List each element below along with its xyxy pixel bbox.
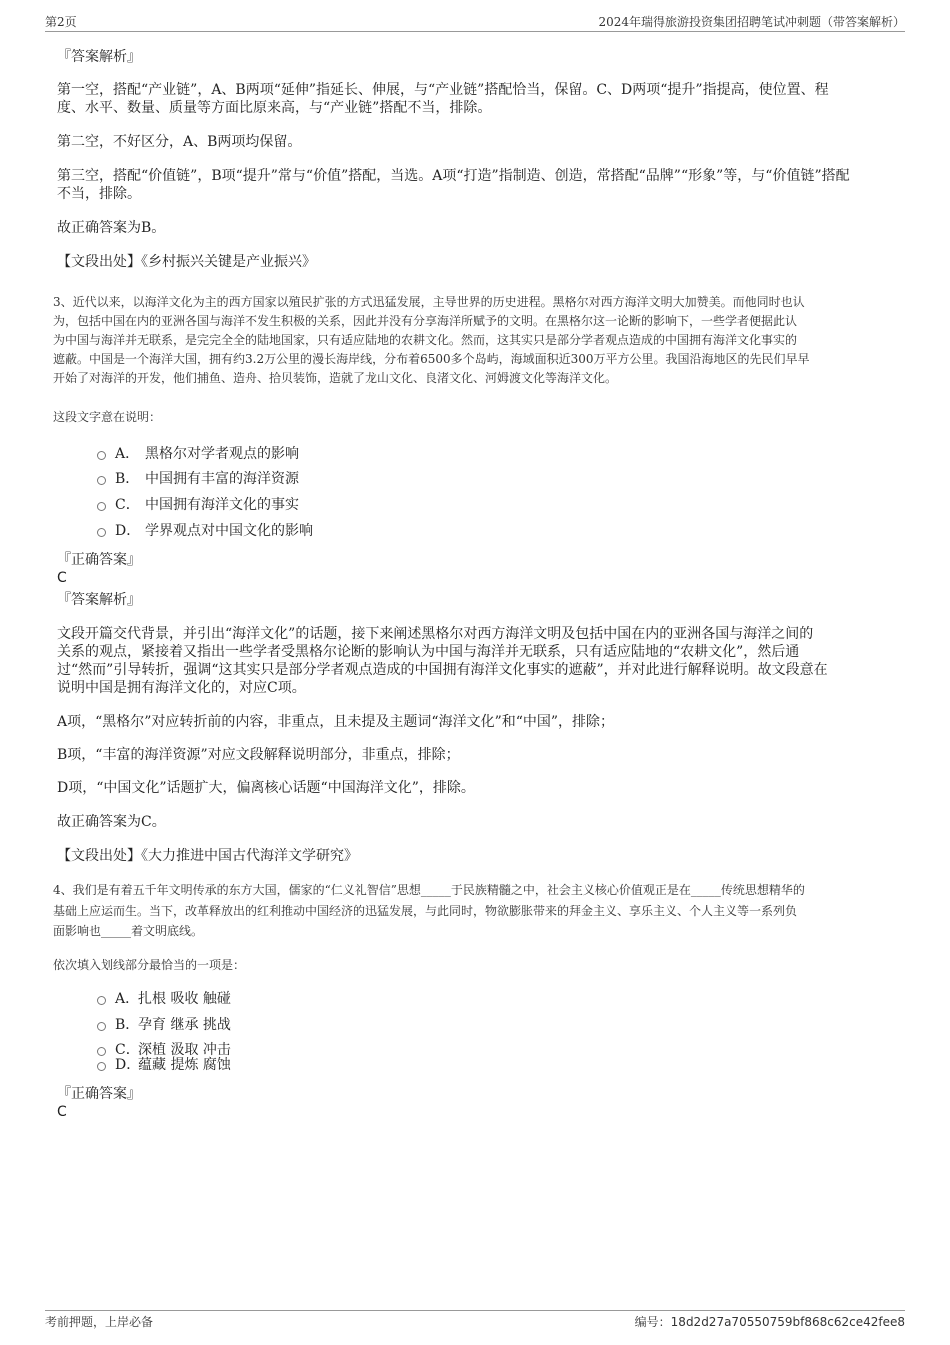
analysis-paragraph: 第三空，搭配“价值链”，B项“提升”常与“价值”搭配，当选。A项“打造”指制造、创造，常搭配“品牌”“形象”等，与“价值链”搭配 (57, 168, 850, 184)
option-text: 中国拥有丰富的海洋资源 (145, 471, 299, 487)
analysis-label: 『答案解析』 (57, 49, 141, 65)
analysis-paragraph: 过“然而”引导转折，强调“这其实只是部分学者观点造成的中国拥有海洋文化事实的遮蔽”，并对此进行解释说明。故文段意在 (57, 662, 828, 678)
analysis-paragraph: 不当，排除。 (57, 186, 141, 202)
option-letter: A． (115, 446, 140, 462)
footer-divider (45, 1310, 905, 1311)
option-letter: D． (115, 1057, 141, 1073)
analysis-paragraph: A项，“黑格尔”对应转折前的内容，非重点，且未提及主题词“海洋文化”和“中国”，排除； (57, 714, 615, 730)
option-text: 深植 汲取 冲击 (138, 1042, 231, 1058)
analysis-paragraph: D项，“中国文化”话题扩大，偏离核心话题“中国海洋文化”，排除。 (57, 780, 475, 796)
analysis-paragraph: 第二空，不好区分，A、B两项均保留。 (57, 134, 302, 150)
correct-answer-label: 『正确答案』 (57, 1086, 141, 1102)
option-text: 孕育 继承 挑战 (138, 1017, 231, 1033)
radio-icon[interactable] (97, 1022, 106, 1031)
page-number: 第2页 (45, 15, 77, 29)
analysis-paragraph: B项，“丰富的海洋资源”对应文段解释说明部分，非重点，排除； (57, 747, 460, 763)
header-divider (45, 31, 905, 32)
option-text: 中国拥有海洋文化的事实 (145, 497, 299, 513)
question-stem: 4、我们是有着五千年文明传承的东方大国，儒家的“仁义礼智信”思想_____于民族精髓之中，社会主义核心价值观正是在_____传统思想精华的 (53, 883, 805, 897)
option-letter: A． (115, 991, 140, 1007)
correct-answer: C (57, 1104, 67, 1120)
question-prompt: 依次填入划线部分最恰当的一项是： (53, 958, 246, 972)
radio-icon[interactable] (97, 1047, 106, 1056)
radio-icon[interactable] (97, 476, 106, 485)
code-value: 18d2d27a70550759bf868c62ce42fee8 (670, 1315, 905, 1329)
answer-conclusion: 故正确答案为C。 (57, 814, 166, 830)
document-title: 2024年瑞得旅游投资集团招聘笔试冲刺题（带答案解析） (598, 15, 905, 29)
answer-conclusion: 故正确答案为B。 (57, 220, 166, 236)
analysis-paragraph: 度、水平、数量、质量等方面比原来高，与“产业链”搭配不当，排除。 (57, 100, 492, 116)
analysis-paragraph: 说明中国是拥有海洋文化的，对应C项。 (57, 680, 306, 696)
question-stem: 基础上应运而生。当下，改革释放出的红利推动中国经济的迅猛发展，与此同时，物欲膨胀带来的拜金主义、享乐主义、个人主义等一系列负 (53, 904, 798, 918)
analysis-paragraph: 第一空，搭配“产业链”，A、B两项“延伸”指延长、伸展，与“产业链”搭配恰当，保留。C、D两项“提升”指提高，使位置、程 (57, 82, 829, 98)
question-stem: 面影响也_____着文明底线。 (53, 924, 204, 938)
radio-icon[interactable] (97, 451, 106, 460)
radio-icon[interactable] (97, 502, 106, 511)
option-letter: B． (115, 471, 140, 487)
option-letter: D． (115, 523, 141, 539)
radio-icon[interactable] (97, 996, 106, 1005)
footer-slogan: 考前押题，上岸必备 (45, 1315, 154, 1329)
correct-answer-label: 『正确答案』 (57, 552, 141, 568)
question-stem: 为，包括中国在内的亚洲各国与海洋不发生积极的关系，因此并没有分享海洋所赋予的文明。在黑格尔这一论断的影响下，一些学者便据此认 (53, 314, 798, 328)
question-stem: 3、近代以来，以海洋文化为主的西方国家以殖民扩张的方式迅猛发展，主导世界的历史进程。黑格尔对西方海洋文明大加赞美。而他同时也认 (53, 295, 805, 309)
code-label: 编号： (634, 1315, 671, 1329)
question-stem: 遮蔽。中国是一个海洋大国，拥有约3.2万公里的漫长海岸线，分布着6500多个岛屿，海域面积近300万平方公里。我国沿海地区的先民们早早 (53, 352, 810, 366)
option-text: 黑格尔对学者观点的影响 (145, 446, 299, 462)
option-text: 学界观点对中国文化的影响 (145, 523, 313, 539)
question-stem: 开始了对海洋的开发，他们捕鱼、造舟、拾贝装饰，造就了龙山文化、良渚文化、河姆渡文化等海洋文化。 (53, 371, 618, 385)
correct-answer: C (57, 570, 67, 586)
option-letter: C． (115, 1042, 140, 1058)
option-text: 蕴藏 提炼 腐蚀 (138, 1057, 231, 1073)
analysis-paragraph: 关系的观点，紧接着又指出一些学者受黑格尔论断的影响认为中国与海洋并无联系，只有适应陆地的“农耕文化”，然后通 (57, 644, 800, 660)
option-letter: B． (115, 1017, 140, 1033)
radio-icon[interactable] (97, 1062, 106, 1071)
source-citation: 【文段出处】《乡村振兴关键是产业振兴》 (57, 254, 316, 270)
document-code (635, 1314, 905, 1330)
source-citation: 【文段出处】《大力推进中国古代海洋文学研究》 (57, 848, 358, 864)
radio-icon[interactable] (97, 528, 106, 537)
question-prompt: 这段文字意在说明： (53, 410, 162, 424)
question-stem: 为中国与海洋并无联系，是完完全全的陆地国家，只有适应陆地的农耕文化。然而，这其实只是部分学者观点造成的中国拥有海洋文化事实的 (53, 333, 798, 347)
analysis-label: 『答案解析』 (57, 592, 141, 608)
option-letter: C． (115, 497, 140, 513)
option-text: 扎根 吸收 触碰 (138, 991, 231, 1007)
analysis-paragraph: 文段开篇交代背景，并引出“海洋文化”的话题，接下来阐述黑格尔对西方海洋文明及包括中国在内的亚洲各国与海洋之间的 (57, 626, 814, 642)
